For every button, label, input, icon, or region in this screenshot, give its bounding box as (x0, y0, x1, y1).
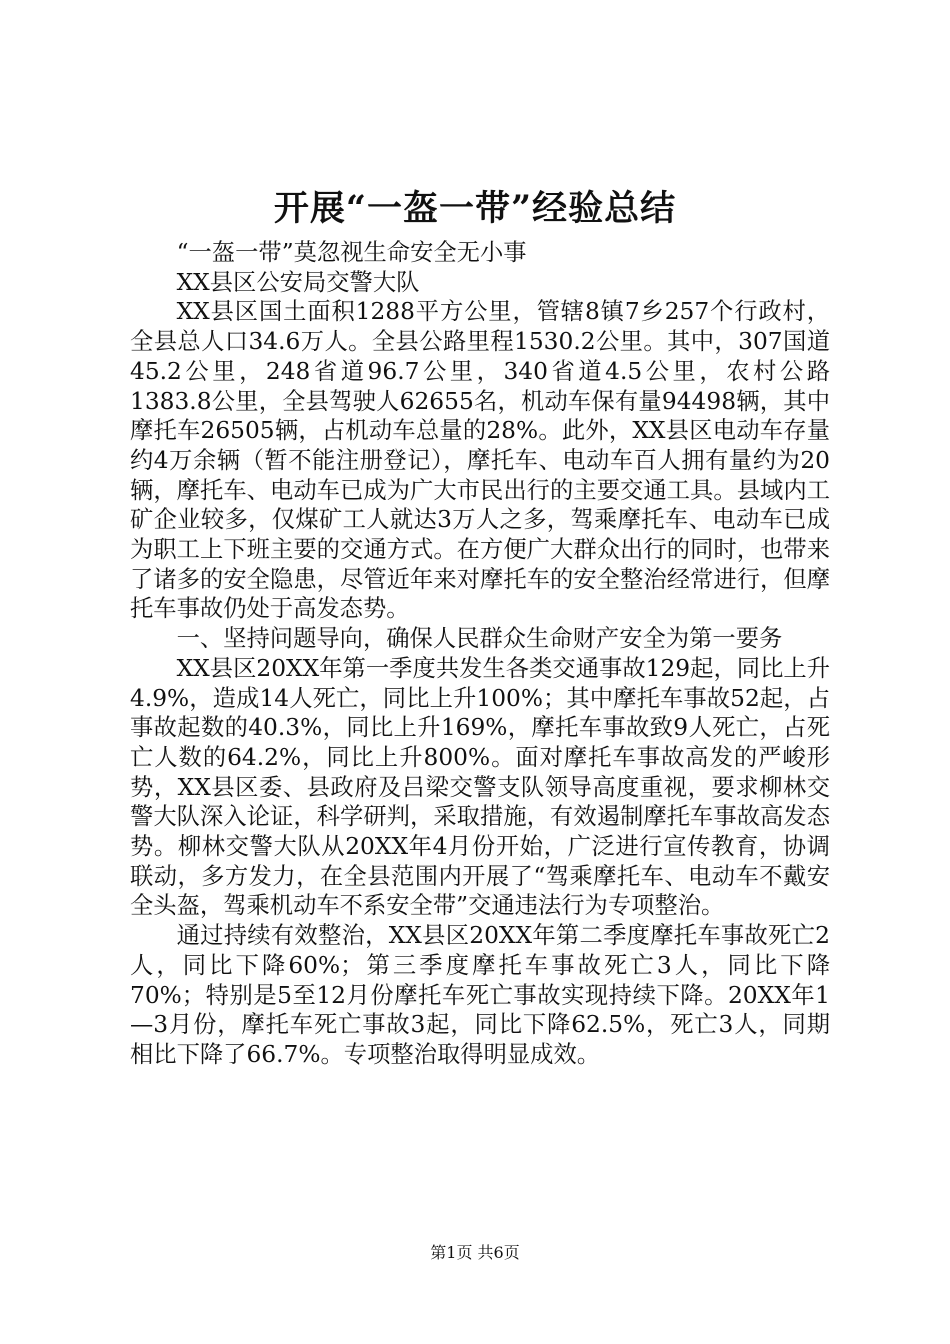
subtitle-paragraph: “一盔一带”莫忽视生命安全无小事 (176, 239, 527, 266)
author-paragraph: XX县区公安局交警大队 (176, 268, 420, 296)
intro-paragraph: XX县区国土面积1288平方公里，管辖8镇7乡257个行政村，全县总人口34.6万人。全县公路里程1530.2公里。其中，307国道45.2公里，248省道96.7公里，340省道4.5公里，农村公路1383.8公里，全县驾驶人62655名，机动车保有量94498辆，其中摩托车26505辆，占机动车总量的28%。此外，XX县区电动车存量约4万余辆（暂不能注册登记），摩托车、电动车百人拥有量约为20辆，摩托车、电动车已成为广大市民出行的主要交通工具。县域内工矿企业较多，仅煤矿工人就达3万人之多，驾乘摩托车、电动车已成为职工上下班主要的交通方式。在方便广大群众出行的同时，也带来了诸多的安全隐患，尽管近年来对摩托车的安全整治经常进行，但摩托车事故仍处于高发态势。 (130, 298, 830, 623)
document-title: 开展“一盔一带”经验总结 (273, 188, 677, 229)
statistics-paragraph: XX县区20XX年第一季度共发生各类交通事故129起，同比上升4.9%，造成14人死亡，同比上升100%；其中摩托车事故52起，占事故起数的40.3%，同比上升169%，摩托车事故致9人死亡，占死亡人数的64.2%，同比上升800%。面对摩托车事故高发的严峻形势，XX县区委、县政府及吕梁交警支队领导高度重视，要求柳林交警大队深入论证，科学研判，采取措施，有效遏制摩托车事故高发态势。柳林交警大队从20XX年4月份开始，广泛进行宣传教育，协调联动，多方发力，在全县范围内开展了“驾乘摩托车、电动车不戴安全头盔，驾乘机动车不系安全带”交通违法行为专项整治。 (130, 654, 830, 920)
results-paragraph: 通过持续有效整治，XX县区20XX年第二季度摩托车事故死亡2人，同比下降60%；第三季度摩托车事故死亡3人，同比下降70%；特别是5至12月份摩托车死亡事故实现持续下降。20XX年1—3月份，摩托车死亡事故3起，同比下降62.5%，死亡3人，同期相比下降了66.7%。专项整治取得明显成效。 (130, 922, 830, 1068)
page-number-footer: 第1页 共6页 (430, 1243, 520, 1262)
section-heading: 一、坚持问题导向，确保人民群众生命财产安全为第一要务 (176, 625, 783, 653)
document-body (130, 238, 830, 1070)
